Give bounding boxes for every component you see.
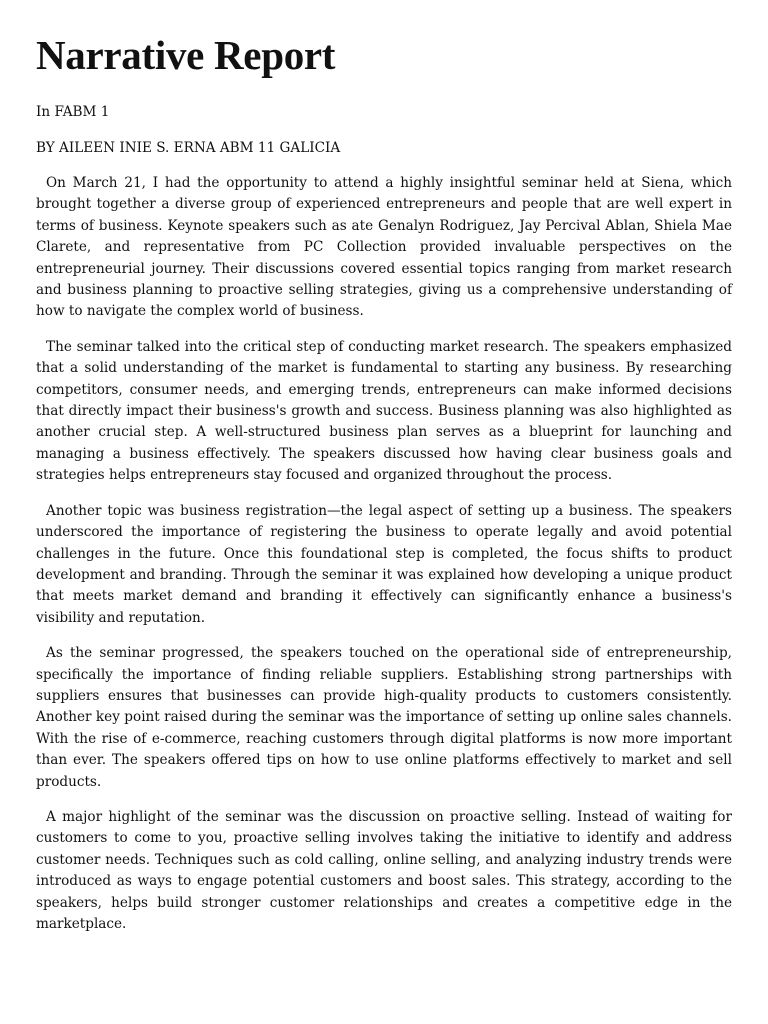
paragraph-proactive-selling: A major highlight of the seminar was the discussion on proactive selling. Instead of waiting for customers to come to you, proactive selling involves taking the initiative to identify and address customer needs. Techniques such as cold calling, online selling, and analyzing industry trends were introduced as ways to engage potential customers and boost sales. This strategy, according to the speakers, helps build stronger customer relationships and creates a competitive edge in the marketplace.: [36, 808, 732, 932]
document-page: [36, 0, 732, 949]
author-byline: BY AILEEN INIE S. ERNA ABM 11 GALICIA: [36, 140, 341, 156]
course-label: In FABM 1: [36, 104, 110, 120]
paragraph-intro: On March 21, I had the opportunity to attend a highly insightful seminar held at Siena, which brought together a diverse group of experienced entrepreneurs and people that are well expert in terms of business. Keynote speakers such as ate Genalyn Rodriguez, Jay Percival Ablan, Shiela Mae Clarete, and representative from PC Collection provided invaluable perspectives on the entrepreneurial journey. Their discussions covered essential topics ranging from market research and business planning to proactive selling strategies, giving us a comprehensive understanding of how to navigate the complex world of business.: [36, 175, 732, 320]
document-title: Narrative Report: [36, 32, 336, 78]
paragraph-suppliers: As the seminar progressed, the speakers touched on the operational side of entrepreneurship, specifically the importance of finding reliable suppliers. Establishing strong partnerships with suppliers ensures that businesses can provide high-quality products to customers consistently. Another key point raised during the seminar was the importance of setting up online sales channels. With the rise of e-commerce, reaching customers through digital platforms is now more important than ever. The speakers offered tips on how to use online platforms effectively to market and sell products.: [36, 645, 732, 790]
paragraph-registration: Another topic was business registration—the legal aspect of setting up a business. The speakers underscored the importance of registering the business to operate legally and avoid potential challenges in the future. Once this foundational step is completed, the focus shifts to product development and branding. Through the seminar it was explained how developing a unique product that meets market demand and branding it effectively can significantly enhance a business's visibility and reputation.: [36, 502, 732, 626]
paragraph-market-research: The seminar talked into the critical step of conducting market research. The speakers emphasized that a solid understanding of the market is fundamental to starting any business. By researching competitors, consumer needs, and emerging trends, entrepreneurs can make informed decisions that directly impact their business's growth and success. Business planning was also highlighted as another crucial step. A well-structured business plan serves as a blueprint for launching and managing a business effectively. The speakers discussed how having clear business goals and strategies helps entrepreneurs stay focused and organized throughout the process.: [36, 338, 732, 484]
report-body: [36, 173, 732, 935]
